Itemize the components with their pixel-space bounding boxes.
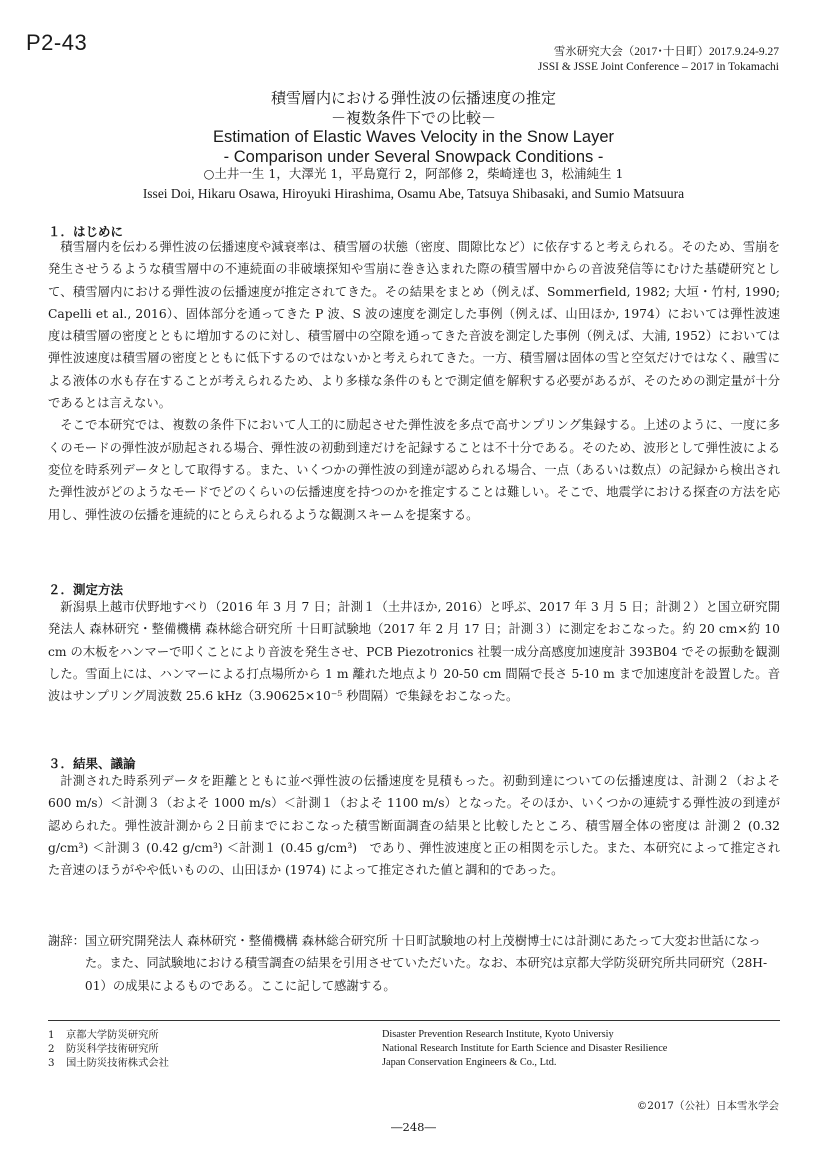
authors-english: Issei Doi, Hikaru Osawa, Hiroyuki Hirashima, Osamu Abe, Tatsuya Shibasaki, and Sumio Matsuura (142, 186, 685, 201)
page-number: ―248― (391, 1120, 436, 1134)
title-en-sub: - Comparison under Several Snowpack Conditions - (223, 148, 604, 166)
footnote-item-en: National Research Institute for Earth Science and Disaster Resilience (382, 1043, 668, 1054)
footnote-item: 3 国土防災技術株式会社 (48, 1057, 169, 1069)
copyright: ©2017（公社）日本雪氷学会 (636, 1100, 779, 1112)
title-jp-main: 積雪層内における弾性波の伝播速度の推定 (270, 89, 556, 107)
conference-header (538, 45, 779, 75)
paragraph: 積雪層内を伝わる弾性波の伝播速度や減衰率は、積雪層の状態（密度、間隙比など）に依存すると考えられる。そのため、雪崩を発生させうるような積雪層中の不連続面の非破壊探知や雪崩に巻き込まれた際の積雪層中からの音波発信等にむけた基礎研究として、積雪層内における弾性波の伝播速度が推定されてきた。その結果をまとめ（例えば、Sommerfield, 1982; 大垣・竹村, 1990; Capelli et al., 2016）、固体部分を通ってきた P 波、S 波の速度を測定した事例（例えば、山田ほか, 1974）においては弾性波速度は積雪層の密度とともに増加するのに対し、積雪層中の空隙を通ってきた音波を測定した事例（例えば、大浦, 1952）においては弾性波速度は積雪層の密度とともに低下するのではないかと考えられてきた。一方、積雪層は固体の雪と空気だけではなく、融雪による液体の水も存在することが考えられるため、より多様な条件のもとで測定値を解釈する必要があるが、そのための測定量が十分であるとは言えない。 (48, 240, 780, 411)
footnote-item-en: Disaster Prevention Research Institute, Kyoto Universiy (382, 1029, 614, 1040)
conference-line-en: JSSI & JSSE Joint Conference – 2017 in Tokamachi (537, 61, 779, 73)
authors-japanese: ○土井一生 1，大澤光 1，平島寛行 2，阿部修 2，柴崎達也 3，松浦純生 1 (203, 166, 624, 181)
paragraph: 計測された時系列データを距離とともに並べ弾性波の伝播速度を見積もった。初動到達についての伝播速度は、計測２（およそ 600 m/s）＜計測３（およそ 1000 m/s）＜計測１（およそ 1100 m/s）となった。そのほか、いくつかの連続する弾性波の到達が認められた。弾性波計測から２日前までにおこなった積雪断面調査の結果と比較したところ、積雪層全体の密度は 計測２ (0.32 g/cm³) ＜計測３ (0.42 g/cm³) ＜計測１ (0.45 g/cm³) であり、弾性波速度と正の相関を示した。また、本研究によって推定された音速のほうがやや低いものの、山田ほか (1974) によって推定された値と調和的であった。 (48, 774, 780, 878)
footnote-divider (48, 1020, 780, 1021)
section-body-intro (48, 236, 780, 526)
footnotes-english (382, 1028, 667, 1070)
paper-id: P2-43 (26, 30, 88, 55)
section-heading-methods: ２．測定方法 (48, 582, 124, 597)
title-japanese (0, 88, 827, 128)
title-en-main: Estimation of Elastic Waves Velocity in the Snow Layer (212, 128, 615, 146)
conference-line-jp: 雪氷研究大会（2017･十日町）2017.9.24-9.27 (553, 46, 779, 58)
footnote-item: 1 京都大学防災研究所 (48, 1029, 159, 1041)
acknowledgement: 謝辞：国立研究開発法人 森林研究・整備機構 森林総合研究所 十日町試験地の村上茂樹博士には計測にあたって大変お世話になった。また、同試験地における積雪調査の結果を引用させていただいた。なお、本研究は京都大学防災研究所共同研究（28H-01）の成果によるものである。ここに記して感謝する。 (48, 934, 768, 993)
section-body-methods (48, 596, 780, 707)
section-body-results (48, 770, 780, 881)
title-jp-sub: －複数条件下での比較－ (330, 109, 496, 127)
section-heading-intro: １．はじめに (48, 224, 124, 239)
title-english (0, 127, 827, 167)
section-heading-results: ３．結果、議論 (48, 756, 136, 771)
footnote-item-en: Japan Conservation Engineers & Co., Ltd. (382, 1057, 557, 1068)
paragraph: 新潟県上越市伏野地すべり（2016 年 3 月 7 日；計測１（土井ほか, 2016）と呼ぶ、2017 年 3 月 5 日；計測２）と国立研究開発法人 森林研究・整備機構 森林総合研究所 十日町試験地（2017 年 2 月 17 日；計測３）に測定をおこなった。約 20 cm×約 10 cm の木板をハンマーで叩くことにより音波を発生させ、PCB Piezotronics 社製一成分高感度加速度計 393B04 でその振動を観測した。雪面上には、ハンマーによる打点場所から 1 m 離れた地点より 20-50 cm 間隔で長さ 5-10 m まで加速度計を設置した。音波はサンプリング周波数 25.6 kHz（3.90625×10⁻⁵ 秒間隔）で集録をおこなった。 (48, 600, 780, 704)
paragraph: そこで本研究では、複数の条件下において人工的に励起させた弾性波を多点で高サンプリング集録する。上述のように、一度に多くのモードの弾性波が励起される場合、弾性波の初動到達だけを記録することは不十分である。そのため、波形として弾性波による変位を時系列データとして取得する。また、いくつかの弾性波の到達が認められる場合、一点（あるいは数点）の記録から検出された弾性波がどのようなモードでどのくらいの伝播速度を持つのかを推定することは難しい。そこで、地震学における探査の方法を応用し、弾性波の伝播を連続的にとらえられるような観測スキームを提案する。 (48, 418, 780, 522)
footnotes-japanese (48, 1028, 169, 1070)
footnote-item: 2 防災科学技術研究所 (48, 1043, 159, 1055)
